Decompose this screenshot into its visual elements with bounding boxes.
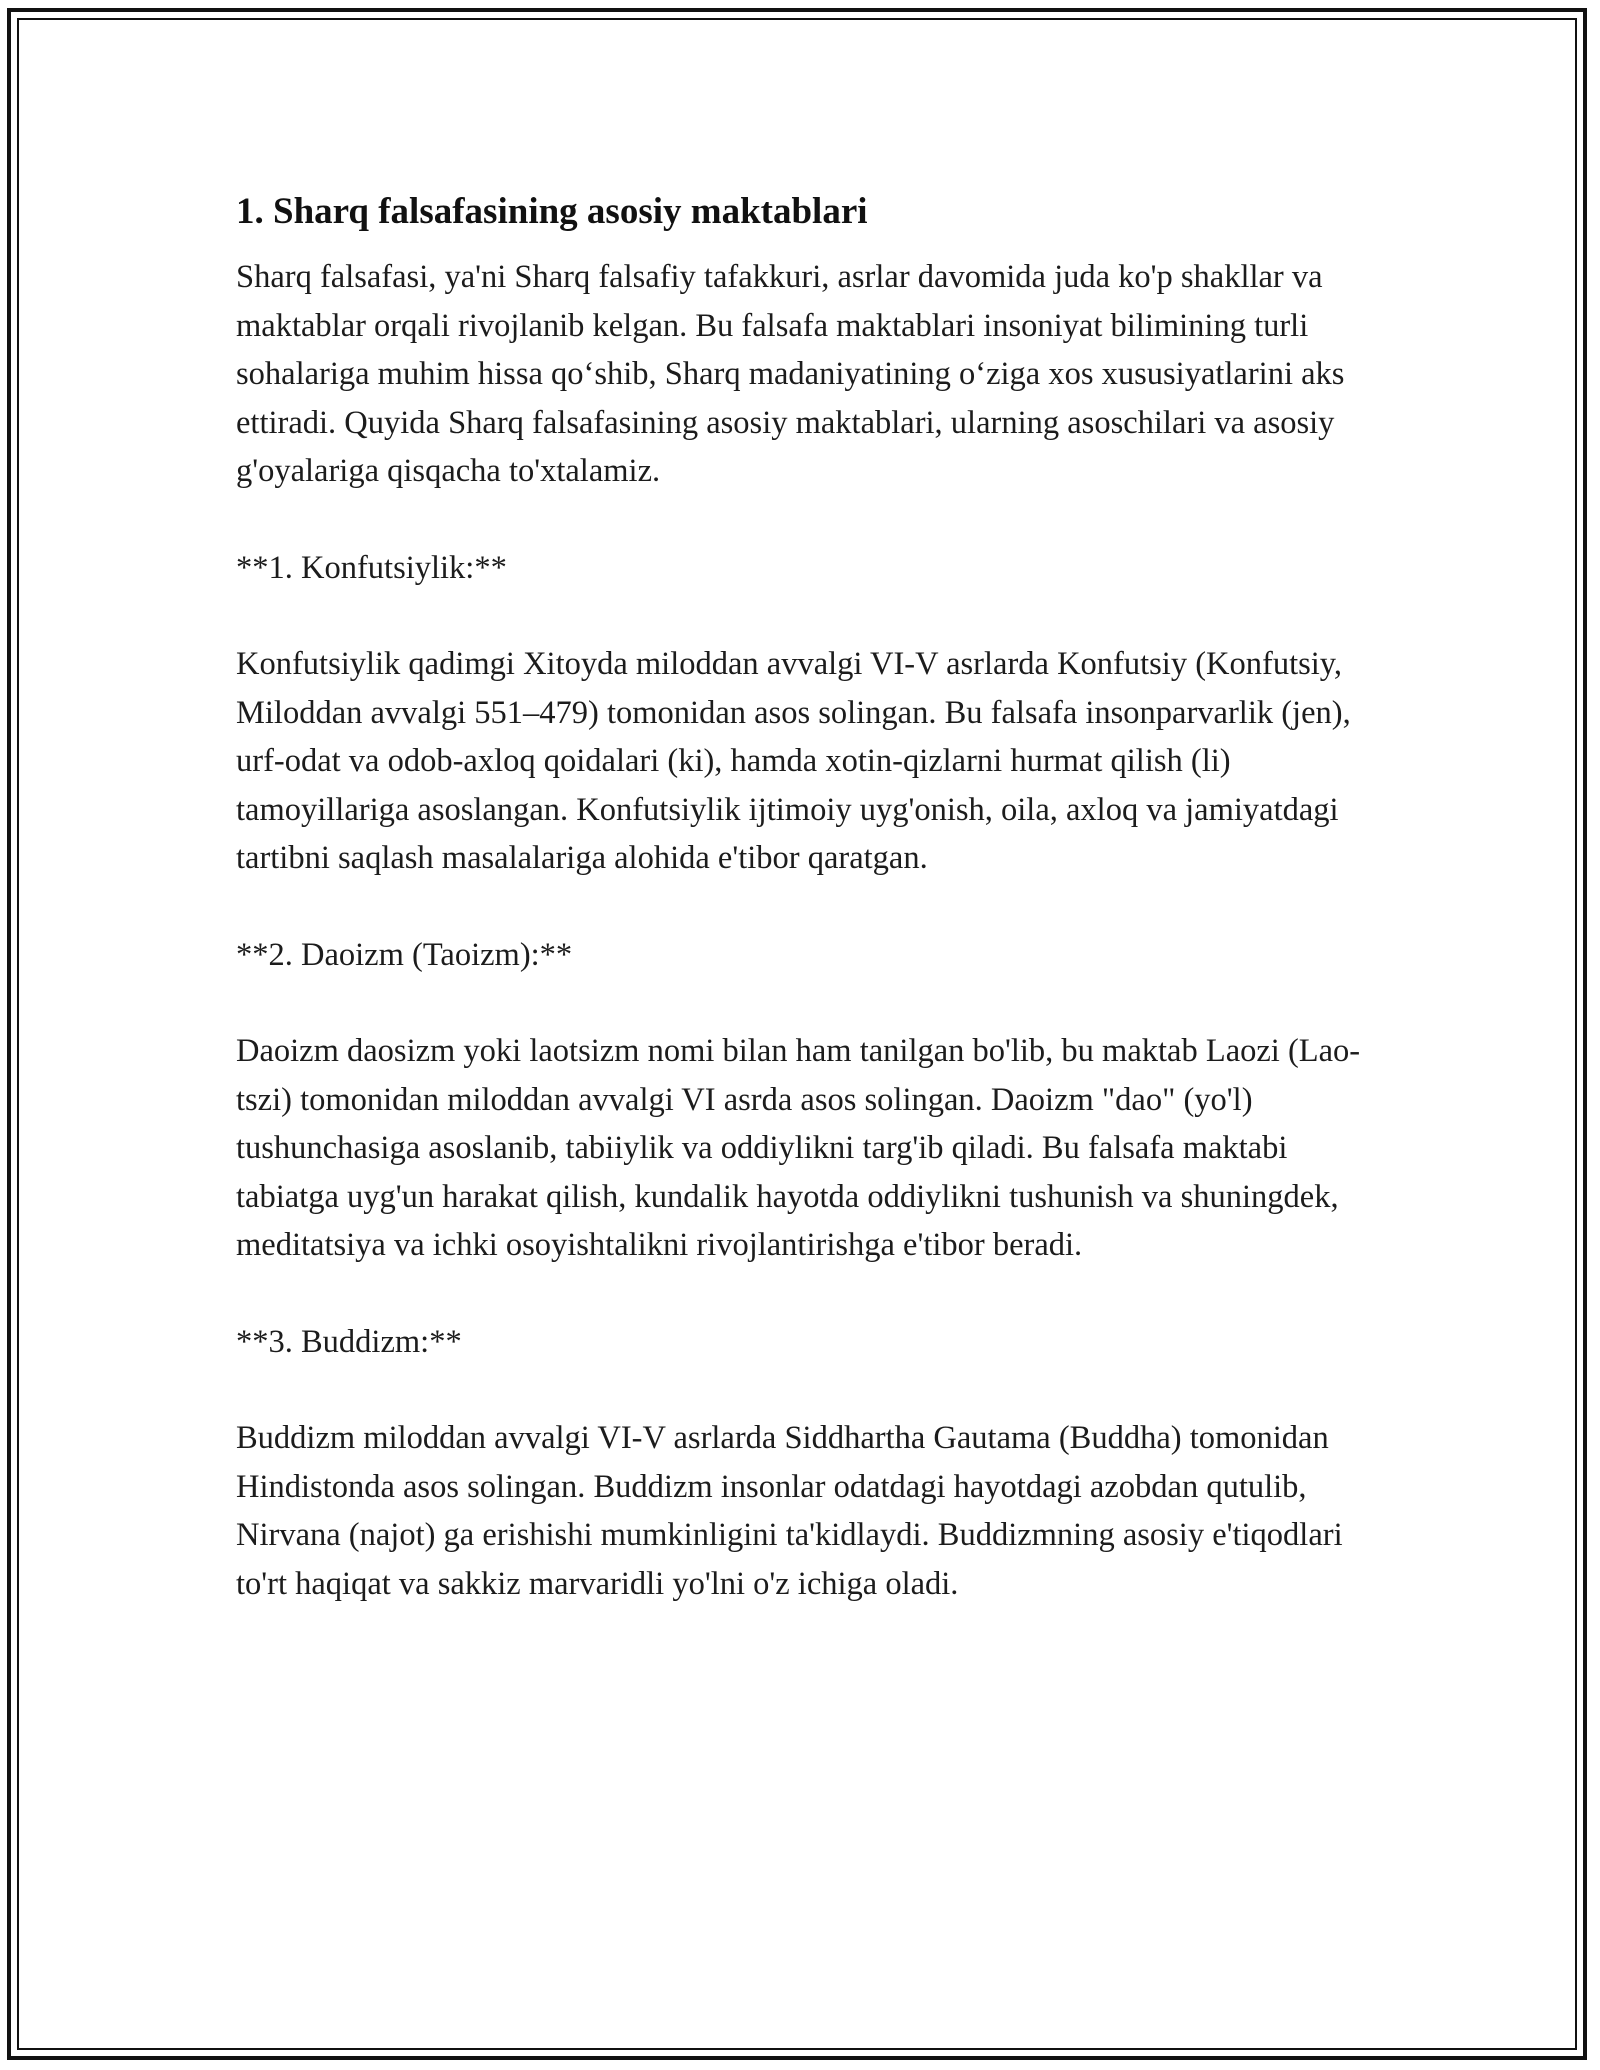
section-paragraph: Konfutsiylik qadimgi Xitoyda miloddan avvalgi VI-V asrlarda Konfutsiy (Konfutsiy, Miloddan avvalgi 551–479) tomonidan asos solingan. Bu falsafa insonparvarlik (jen), urf-odat va odob-axloq qoidalari (ki), hamda xotin-qizlarni hurmat qilish (li) tamoyillariga asoslangan. Konfutsiylik ijtimoiy uyg'onish, oila, axloq va jamiyatdagi tartibni saqlash masalalariga alohida e'tibor qaratgan. <box>236 646 1351 876</box>
section-heading: **3. Buddizm:** <box>236 1323 462 1360</box>
section-taoism <box>236 931 1376 1270</box>
document-title: 1. Sharq falsafasining asosiy maktablari <box>236 191 868 232</box>
document-body <box>236 188 1376 1608</box>
section-heading: **1. Konfutsiylik:** <box>236 549 507 586</box>
section-paragraph: Daoizm daosizm yoki laotsizm nomi bilan ham tanilgan bo'lib, bu maktab Laozi (Lao-tszi) tomonidan miloddan avvalgi VI asrda asos solingan. Daoizm "dao" (yo'l) tushunchasiga asoslanib, tabiiylik va oddiylikni targ'ib qiladi. Bu falsafa maktabi tabiatga uyg'un harakat qilish, kundalik hayotda oddiylikni tushunish va shuningdek, meditatsiya va ichki osoyishtalikni rivojlantirishga e'tibor beradi. <box>236 1033 1361 1263</box>
section-confucianism <box>236 544 1376 883</box>
intro-paragraph: Sharq falsafasi, ya'ni Sharq falsafiy tafakkuri, asrlar davomida juda ko'p shakllar va maktablar orqali rivojlanib kelgan. Bu falsafa maktablari insoniyat bilimining turli sohalariga muhim hissa qo‘shib, Sharq madaniyatining o‘ziga xos xususiyatlarini aks ettiradi. Quyida Sharq falsafasining asosiy maktablari, ularning asoschilari va asosiy g'oyalariga qisqacha to'xtalamiz. <box>236 259 1345 489</box>
section-heading: **2. Daoizm (Taoizm):** <box>236 936 573 973</box>
section-buddhism <box>236 1318 1376 1609</box>
section-paragraph: Buddizm miloddan avvalgi VI-V asrlarda Siddhartha Gautama (Buddha) tomonidan Hindistonda asos solingan. Buddizm insonlar odatdagi hayotdagi azobdan qutulib, Nirvana (najot) ga erishishi mumkinligini ta'kidlaydi. Buddizmning asosiy e'tiqodlari to'rt haqiqat va sakkiz marvaridli yo'lni o'z ichiga oladi. <box>236 1420 1343 1602</box>
